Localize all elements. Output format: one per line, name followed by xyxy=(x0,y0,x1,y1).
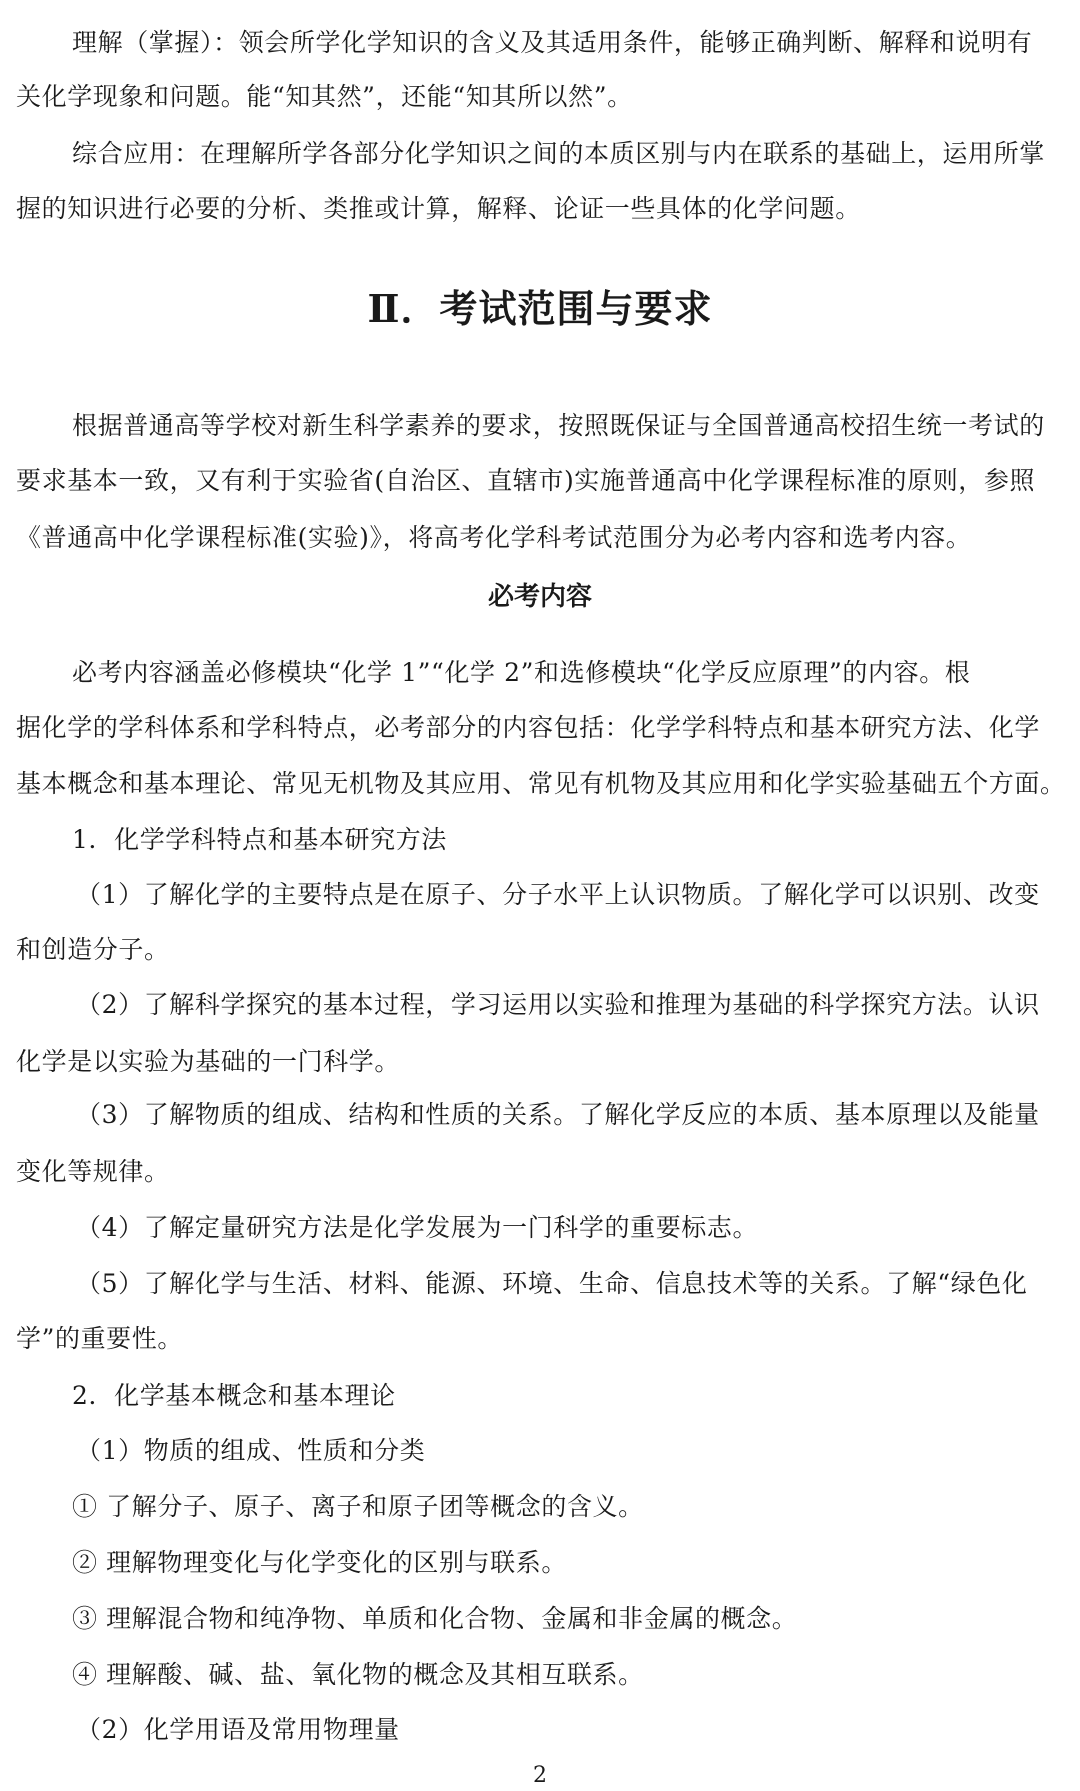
subsection-line-1: 必考内容涵盖必修模块“化学 1”“化学 2”和选修模块“化学反应原理”的内容。根 xyxy=(72,658,971,687)
topic1-line: 学”的重要性。 xyxy=(16,1324,183,1353)
topic2-item: ① 了解分子、原子、离子和原子团等概念的含义。 xyxy=(72,1492,644,1521)
topic1-line: 变化等规律。 xyxy=(16,1157,170,1186)
paragraph-understanding-line-2: 关化学现象和问题。能“知其然”，还能“知其所以然”。 xyxy=(16,82,633,111)
subsection-line-2: 据化学的学科体系和学科特点，必考部分的内容包括：化学学科特点和基本研究方法、化学 xyxy=(16,713,1041,742)
subsection-title: 必考内容 xyxy=(487,582,592,612)
section-intro-line-3: 《普通高中化学课程标准(实验)》，将高考化学科考试范围分为必考内容和选考内容。 xyxy=(16,523,972,552)
paragraph-understanding-line-1: 理解（掌握）：领会所学化学知识的含义及其适用条件，能够正确判断、解释和说明有 xyxy=(72,28,1033,57)
section-title: Ⅱ．考试范围与要求 xyxy=(367,286,713,331)
paragraph-application-line-2: 握的知识进行必要的分析、类推或计算，解释、论证一些具体的化学问题。 xyxy=(16,194,861,223)
topic2-item: ④ 理解酸、碱、盐、氧化物的概念及其相互联系。 xyxy=(72,1660,644,1689)
topic1-line: （3）了解物质的组成、结构和性质的关系。了解化学反应的本质、基本原理以及能量 xyxy=(76,1100,1040,1129)
topic2-item: ② 理解物理变化与化学变化的区别与联系。 xyxy=(72,1548,567,1577)
page-number: 2 xyxy=(533,1763,547,1788)
topic2-subheading-2: （2）化学用语及常用物理量 xyxy=(76,1715,400,1744)
paragraph-application-line-1: 综合应用：在理解所学各部分化学知识之间的本质区别与内在联系的基础上，运用所掌 xyxy=(72,139,1045,168)
topic1-line: （4）了解定量研究方法是化学发展为一门科学的重要标志。 xyxy=(76,1213,759,1242)
topic1-heading: 1．化学学科特点和基本研究方法 xyxy=(72,825,447,854)
topic1-line: （5）了解化学与生活、材料、能源、环境、生命、信息技术等的关系。了解“绿色化 xyxy=(76,1269,1028,1298)
topic1-line: 化学是以实验为基础的一门科学。 xyxy=(16,1047,401,1076)
section-intro-line-2: 要求基本一致，又有利于实验省(自治区、直辖市)实施普通高中化学课程标准的原则，参照 xyxy=(16,466,1036,495)
topic2-heading: 2．化学基本概念和基本理论 xyxy=(72,1381,396,1410)
subsection-line-3: 基本概念和基本理论、常见无机物及其应用、常见有机物及其应用和化学实验基础五个方面。 xyxy=(16,769,1066,798)
topic2-item: ③ 理解混合物和纯净物、单质和化合物、金属和非金属的概念。 xyxy=(72,1604,798,1633)
section-intro-line-1: 根据普通高等学校对新生科学素养的要求，按照既保证与全国普通高校招生统一考试的 xyxy=(72,411,1045,440)
topic2-subheading-1: （1）物质的组成、性质和分类 xyxy=(76,1436,426,1465)
topic1-line: 和创造分子。 xyxy=(16,935,170,964)
topic1-line: （1）了解化学的主要特点是在原子、分子水平上认识物质。了解化学可以识别、改变 xyxy=(76,880,1040,909)
topic1-line: （2）了解科学探究的基本过程，学习运用以实验和推理为基础的科学探究方法。认识 xyxy=(76,990,1040,1019)
